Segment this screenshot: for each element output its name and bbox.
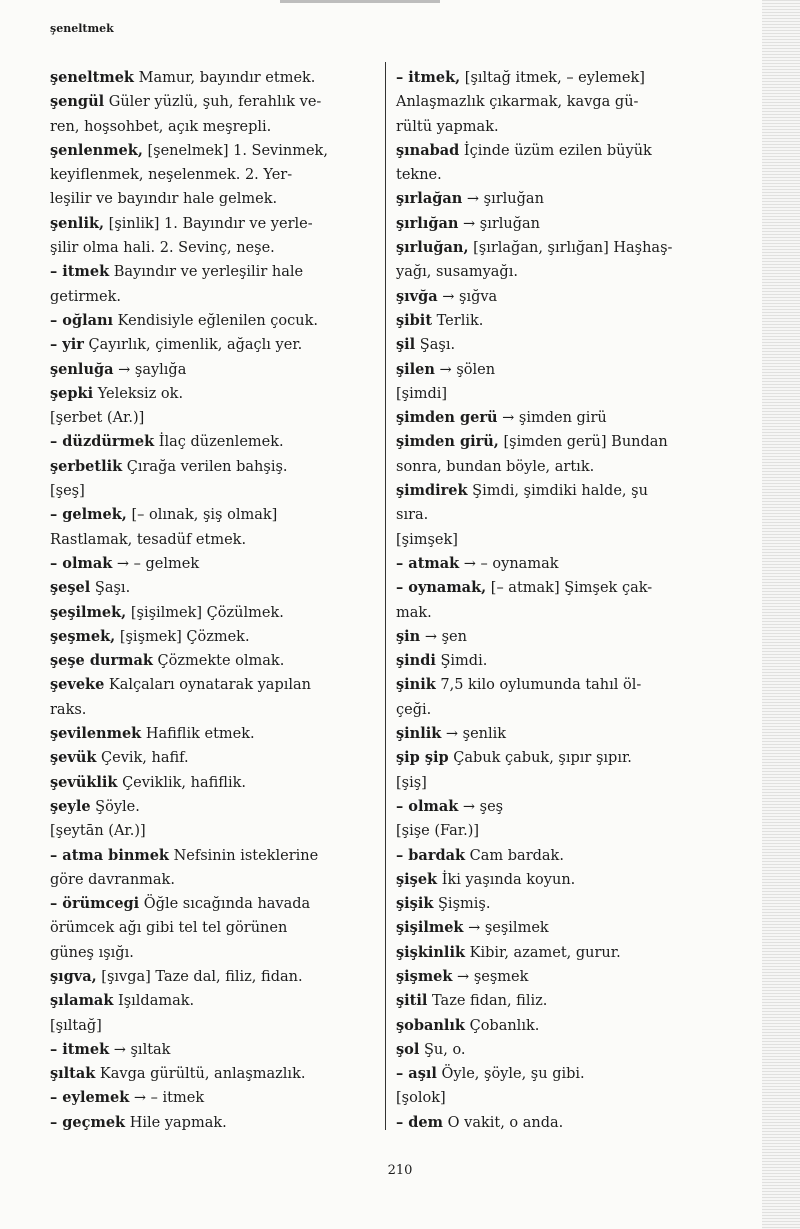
headword: şevük: [50, 749, 97, 767]
dictionary-line: [50, 260, 372, 284]
dictionary-line: [50, 673, 372, 697]
dictionary-line: [396, 406, 716, 430]
dictionary-line: [396, 844, 716, 868]
definition-text: ren, hoşsohbet, açık meşrepli.: [50, 118, 272, 135]
dictionary-line: [50, 941, 372, 965]
dictionary-line: [396, 236, 716, 260]
headword: şılamak: [50, 992, 114, 1010]
dictionary-line: [50, 746, 372, 770]
definition-text: → şen: [420, 628, 467, 645]
dictionary-line: [50, 430, 372, 454]
definition-text: Şimdi.: [435, 653, 488, 670]
dictionary-line: [50, 528, 372, 552]
definition-text: → – itmek: [129, 1090, 205, 1107]
definition-text: Kendisiyle eğlenilen çocuk.: [113, 312, 318, 329]
definition-text: çeği.: [396, 701, 432, 718]
definition-text: → şenlik: [441, 726, 507, 743]
headword: şişmek: [396, 967, 453, 985]
headword: şol: [396, 1040, 420, 1058]
definition-text: Yeleksiz ok.: [93, 385, 184, 402]
dictionary-line: [396, 382, 716, 406]
definition-text: Kavga gürültü, anlaşmazlık.: [95, 1066, 306, 1083]
headword: şin: [396, 627, 421, 645]
definition-text: → – oynamak: [459, 555, 559, 572]
definition-text: Çeviklik, hafiflik.: [117, 774, 247, 791]
definition-text: [şimşek]: [396, 531, 458, 548]
definition-text: Cam bardak.: [465, 847, 564, 864]
dictionary-line: [396, 358, 716, 382]
definition-text: Çayırlık, çimenlik, ağaçlı yer.: [83, 337, 303, 354]
dictionary-line: [50, 819, 372, 843]
definition-text: [şenelmek] 1. Sevinmek,: [142, 142, 328, 159]
definition-text: Çobanlık.: [464, 1017, 540, 1034]
definition-text: Hafiflik etmek.: [141, 726, 255, 743]
dictionary-line: [50, 1062, 372, 1086]
dictionary-line: [396, 187, 716, 211]
headword: şeveke: [50, 676, 105, 694]
dictionary-line: [50, 139, 372, 163]
dictionary-line: [396, 455, 716, 479]
definition-text: [şeş]: [50, 483, 85, 500]
definition-text: [– atmak] Şimşek çak-: [486, 580, 653, 597]
dictionary-line: [396, 285, 716, 309]
definition-text: örümcek ağı gibi tel tel görünen: [50, 920, 288, 937]
headword: şişek: [396, 870, 438, 888]
dictionary-line: [50, 552, 372, 576]
dictionary-line: [396, 819, 716, 843]
dictionary-line: [396, 1014, 716, 1038]
headword: – itmek: [50, 263, 110, 281]
dictionary-line: [50, 115, 372, 139]
definition-text: Şaşı.: [415, 337, 456, 354]
dictionary-line: [396, 746, 716, 770]
definition-text: güneş ışığı.: [50, 944, 134, 961]
dictionary-line: [396, 90, 716, 114]
headword: şibit: [396, 311, 433, 329]
headword: şişik: [396, 895, 434, 913]
definition-text: → şimden girü: [497, 410, 607, 427]
definition-text: → şıltak: [109, 1041, 171, 1058]
definition-text: Şimdi, şimdiki halde, şu: [467, 483, 648, 500]
dictionary-line: [50, 771, 372, 795]
headword: – itmek,: [396, 69, 461, 86]
headword: – atmak: [396, 554, 460, 572]
dictionary-line: [396, 698, 716, 722]
definition-text: yağı, susamyağı.: [396, 264, 518, 281]
dictionary-line: [50, 382, 372, 406]
dictionary-line: [50, 455, 372, 479]
dictionary-line: [50, 212, 372, 236]
headword: – örümcegi: [50, 895, 140, 913]
definition-text: Şişmiş.: [433, 896, 491, 913]
definition-text: → şeşmek: [452, 968, 529, 985]
dictionary-line: [50, 1014, 372, 1038]
definition-text: [şıvga] Taze dal, filiz, fidan.: [96, 968, 303, 985]
definition-text: 7,5 kilo oylumunda tahıl öl-: [435, 677, 642, 694]
definition-text: Çabuk çabuk, şıpır şıpır.: [448, 750, 632, 767]
definition-text: [şinlik] 1. Bayındır ve yerle-: [104, 215, 313, 232]
headword: şıltak: [50, 1065, 96, 1083]
definition-text: Rastlamak, tesadüf etmek.: [50, 531, 247, 548]
dictionary-line: [50, 1086, 372, 1110]
dictionary-line: [396, 333, 716, 357]
right-column: [396, 66, 716, 1135]
definition-text: Taze fidan, filiz.: [427, 993, 548, 1010]
dictionary-line: [396, 625, 716, 649]
headword: şenluğa: [50, 360, 114, 378]
headword: şerbetlik: [50, 457, 123, 475]
definition-text: İçinde üzüm ezilen büyük: [459, 142, 652, 159]
dictionary-line: [396, 722, 716, 746]
dictionary-line: [396, 309, 716, 333]
definition-text: Işıldamak.: [113, 993, 195, 1010]
definition-text: Öğle sıcağında havada: [139, 896, 311, 913]
definition-text: [şeytān (Ar.)]: [50, 823, 146, 840]
headword: şinik: [396, 676, 436, 694]
definition-text: Hile yapmak.: [125, 1114, 227, 1131]
dictionary-line: [396, 1062, 716, 1086]
running-head: şeneltmek: [50, 22, 114, 35]
dictionary-line: [50, 576, 372, 600]
headword: şeşel: [50, 579, 91, 597]
dictionary-line: [50, 236, 372, 260]
headword: şitil: [396, 992, 428, 1010]
dictionary-line: [396, 941, 716, 965]
headword: şilen: [396, 360, 435, 378]
headword: şimden gerü: [396, 409, 498, 427]
dictionary-line: [396, 503, 716, 527]
definition-text: [şişmek] Çözmek.: [115, 628, 250, 645]
dictionary-line: [50, 66, 372, 90]
definition-text: [– olınak, şiş olmak]: [126, 507, 278, 524]
dictionary-line: [50, 358, 372, 382]
definition-text: [şimdi]: [396, 385, 448, 402]
definition-text: [şerbet (Ar.)]: [50, 410, 145, 427]
dictionary-line: [50, 333, 372, 357]
headword: şenlenmek,: [50, 141, 143, 159]
definition-text: → şığva: [437, 288, 498, 305]
dictionary-line: [396, 115, 716, 139]
headword: – itmek: [50, 1040, 110, 1058]
headword: şeşmek,: [50, 627, 116, 645]
definition-text: Terlik.: [432, 312, 484, 329]
definition-text: Şöyle.: [90, 798, 140, 815]
dictionary-line: [50, 1111, 372, 1135]
headword: – bardak: [396, 846, 466, 864]
definition-text: göre davranmak.: [50, 871, 175, 888]
dictionary-line: [396, 916, 716, 940]
definition-text: [şiş]: [396, 774, 427, 791]
definition-text: [şıltağ itmek, – eylemek]: [460, 70, 645, 86]
dictionary-line: [50, 601, 372, 625]
dictionary-line: [396, 795, 716, 819]
definition-text: Çırağa verilen bahşiş.: [122, 458, 288, 475]
definition-text: Şaşı.: [90, 580, 131, 597]
dictionary-line: [50, 625, 372, 649]
headword: – aşıl: [396, 1065, 437, 1083]
definition-text: → şeşilmek: [463, 920, 549, 937]
definition-text: Kalçaları oynatarak yapılan: [104, 677, 311, 694]
definition-text: Kibir, azamet, gurur.: [465, 944, 621, 961]
definition-text: İlaç düzenlemek.: [154, 434, 284, 451]
definition-text: → – gelmek: [112, 555, 200, 572]
dictionary-line: [396, 989, 716, 1013]
dictionary-line: [50, 989, 372, 1013]
definition-text: O vakit, o anda.: [443, 1114, 564, 1131]
headword: şinlik: [396, 725, 442, 743]
definition-text: Bayındır ve yerleşilir hale: [109, 264, 304, 281]
dictionary-line: [396, 965, 716, 989]
definition-text: [şolok]: [396, 1090, 446, 1107]
dictionary-line: [396, 479, 716, 503]
definition-text: Mamur, bayındır etmek.: [133, 70, 316, 86]
definition-text: → şaylığa: [113, 361, 187, 378]
definition-text: Öyle, şöyle, şu gibi.: [436, 1066, 585, 1083]
headword: şeyle: [50, 797, 91, 815]
definition-text: Anlaşmazlık çıkarmak, kavga gü-: [396, 94, 639, 111]
top-edge-line: [280, 0, 440, 3]
headword: şindi: [396, 652, 436, 670]
headword: şil: [396, 336, 416, 354]
definition-text: → şölen: [434, 361, 496, 378]
dictionary-line: [396, 212, 716, 236]
dictionary-line: [396, 649, 716, 673]
headword: şevüklik: [50, 773, 118, 791]
dictionary-line: [396, 868, 716, 892]
headword: şıgva,: [50, 967, 97, 985]
definition-text: [şıltağ]: [50, 1017, 102, 1034]
dictionary-line: [396, 601, 716, 625]
definition-text: getirmek.: [50, 288, 121, 305]
definition-text: sonra, bundan böyle, artık.: [396, 458, 595, 475]
headword: şeşe durmak: [50, 652, 153, 670]
definition-text: keyiflenmek, neşelenmek. 2. Yer-: [50, 167, 293, 184]
column-divider: [385, 62, 386, 1130]
headword: şimden girü,: [396, 433, 499, 451]
headword: – atma binmek: [50, 846, 169, 864]
dictionary-line: [50, 795, 372, 819]
definition-text: mak.: [396, 604, 432, 621]
headword: – düzdürmek: [50, 433, 155, 451]
headword: şişilmek: [396, 919, 464, 937]
headword: şırluğan,: [396, 239, 469, 257]
headword: şeneltmek: [50, 69, 134, 86]
dictionary-line: [396, 1086, 716, 1110]
dictionary-line: [50, 844, 372, 868]
headword: – geçmek: [50, 1113, 126, 1131]
headword: şenlik,: [50, 214, 105, 232]
definition-text: sıra.: [396, 507, 429, 524]
definition-text: [şimden gerü] Bundan: [498, 434, 668, 451]
dictionary-line: [50, 722, 372, 746]
headword: – eylemek: [50, 1089, 130, 1107]
dictionary-line: [50, 309, 372, 333]
dictionary-line: [50, 649, 372, 673]
headword: – yir: [50, 336, 84, 354]
headword: – dem: [396, 1113, 444, 1131]
dictionary-line: [50, 406, 372, 430]
headword: şeşilmek,: [50, 603, 127, 621]
dictionary-line: [396, 552, 716, 576]
dictionary-line: [50, 916, 372, 940]
headword: – olmak: [50, 554, 113, 572]
dictionary-line: [396, 892, 716, 916]
dictionary-line: [396, 139, 716, 163]
definition-text: Güler yüzlü, şuh, ferahlık ve-: [104, 94, 322, 111]
definition-text: [şişilmek] Çözülmek.: [126, 604, 284, 621]
headword: şevilenmek: [50, 725, 142, 743]
definition-text: → şırluğan: [462, 191, 544, 208]
dictionary-line: [50, 965, 372, 989]
headword: şip şip: [396, 749, 449, 767]
definition-text: İki yaşında koyun.: [437, 871, 576, 888]
definition-text: [şırlağan, şırlığan] Haşhaş-: [468, 240, 673, 257]
page-number: 210: [387, 1163, 413, 1178]
dictionary-line: [50, 479, 372, 503]
dictionary-line: [396, 430, 716, 454]
headword: şepki: [50, 384, 94, 402]
dictionary-line: [396, 576, 716, 600]
headword: şişkinlik: [396, 943, 465, 961]
definition-text: şilir olma hali. 2. Sevinç, neşe.: [50, 240, 275, 257]
headword: – olmak: [396, 797, 459, 815]
dictionary-line: [396, 528, 716, 552]
headword: şimdirek: [396, 482, 468, 500]
definition-text: → şırluğan: [458, 215, 541, 232]
definition-text: leşilir ve bayındır hale gelmek.: [50, 191, 278, 208]
headword: şengül: [50, 93, 105, 111]
definition-text: [şişe (Far.)]: [396, 823, 480, 840]
dictionary-line: [50, 1038, 372, 1062]
dictionary-line: [50, 90, 372, 114]
left-column: [50, 66, 372, 1135]
headword: – gelmek,: [50, 506, 127, 524]
definition-text: rültü yapmak.: [396, 118, 499, 135]
dictionary-line: [396, 771, 716, 795]
headword: şobanlık: [396, 1016, 465, 1034]
headword: şıvğa: [396, 287, 438, 305]
dictionary-line: [50, 503, 372, 527]
headword: şırlığan: [396, 214, 459, 232]
dictionary-line: [396, 260, 716, 284]
definition-text: Nefsinin isteklerine: [168, 847, 319, 864]
dictionary-line: [50, 285, 372, 309]
definition-text: Çözmekte olmak.: [152, 653, 285, 670]
headword: – oynamak,: [396, 579, 487, 597]
dictionary-line: [50, 868, 372, 892]
dictionary-line: [396, 66, 716, 90]
definition-text: Çevik, hafif.: [96, 750, 189, 767]
definition-text: → şeş: [458, 798, 504, 815]
dictionary-line: [396, 1111, 716, 1135]
headword: şınabad: [396, 141, 460, 159]
definition-text: raks.: [50, 701, 87, 718]
dictionary-line: [396, 163, 716, 187]
definition-text: Şu, o.: [419, 1041, 466, 1058]
dictionary-line: [50, 163, 372, 187]
dictionary-line: [396, 673, 716, 697]
dictionary-line: [50, 187, 372, 211]
dictionary-line: [50, 892, 372, 916]
dictionary-line: [50, 698, 372, 722]
page-edge-shadow: [762, 0, 800, 1229]
dictionary-line: [396, 1038, 716, 1062]
definition-text: tekne.: [396, 167, 442, 184]
headword: – oğlanı: [50, 311, 114, 329]
headword: şırlağan: [396, 190, 463, 208]
